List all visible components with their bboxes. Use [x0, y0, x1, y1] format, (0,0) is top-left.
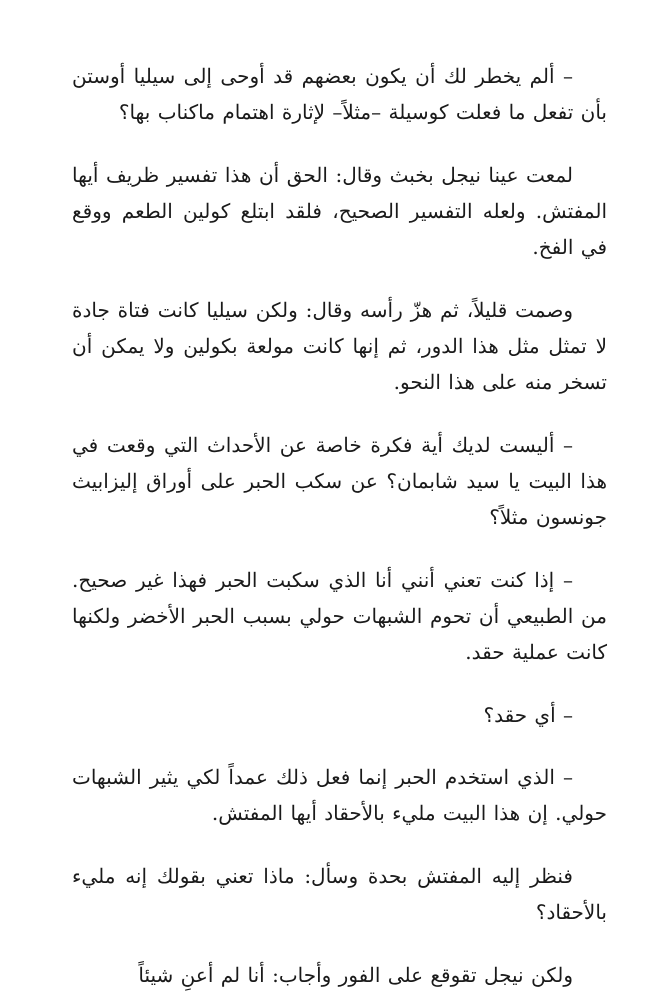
paragraph-nigel-reply: لمعت عينا نيجل بخبث وقال: الحق أن هذا تفسير ظريف أيها المفتش. ولعله التفسير الصحيح، فلقد ابتلع كولين الطعم ووقع في الفخ.: [72, 163, 607, 259]
paragraph-question-ink: – أليست لديك أية فكرة خاصة عن الأحداث التي وقعت في هذا البيت يا سيد شابمان؟ عن سكب الحبر على أوراق إليزابيث جونسون مثلاً؟: [72, 433, 607, 529]
paragraph-inspector-asks: فنظر إليه المفتش بحدة وسأل: ماذا تعني بقولك إنه مليء بالأحقاد؟: [72, 864, 607, 924]
paragraph-nigel-silence: وصمت قليلاً، ثم هزّ رأسه وقال: ولكن سيليا كانت فتاة جادة لا تمثل مثل هذا الدور، ثم إنها كانت مولعة بكولين ولا يمكن أن تسخر منه على هذا النحو.: [72, 298, 607, 394]
paragraph-ink-denial: – إذا كنت تعني أنني أنا الذي سكبت الحبر فهذا غير صحيح. من الطبيعي أن تحوم الشبهات حولي بسبب الحبر الأخضر ولكنها كانت عملية حقد.: [72, 568, 607, 664]
paragraph-malice-explained: – الذي استخدم الحبر إنما فعل ذلك عمداً لكي يثير الشبهات حولي. إن هذا البيت مليء بالأحقاد أيها المفتش.: [72, 765, 607, 825]
paragraph-which-malice: – أي حقد؟: [483, 703, 573, 727]
paragraph-nigel-retreats: ولكن نيجل تقوقع على الفور وأجاب: أنا لم أعنِ شيئاً: [138, 963, 573, 987]
paragraph-question-celia: – ألم يخطر لك أن يكون بعضهم قد أوحى إلى سيليا أوستن بأن تفعل ما فعلت كوسيلة –مثلاً– لإثارة اهتمام ماكناب بها؟: [72, 64, 607, 124]
